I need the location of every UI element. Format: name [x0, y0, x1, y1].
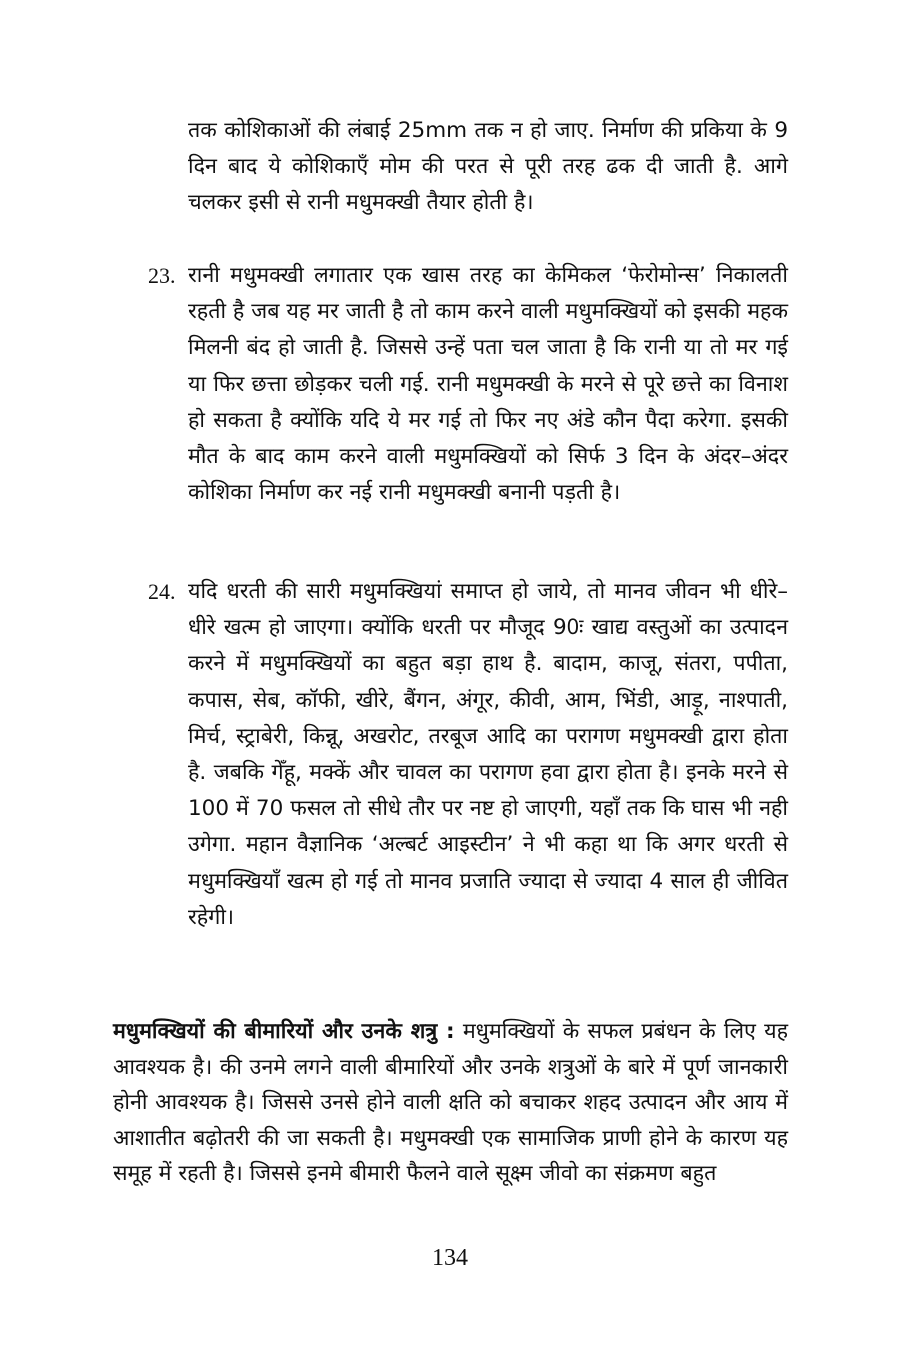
list-item-number: 23.: [148, 263, 176, 288]
list-item-text: रानी मधुमक्खी लगातार एक खास तरह का केमिकल ‘फेरोमोन्स’ निकालती रहती है जब यह मर जाती है तो काम करने वाली मधुमक्खियों को इसकी महक मिलनी बंद हो जाती है. जिससे उन्हें पता चल जाता है कि रानी या तो मर गई या फिर छत्ता छोड़कर चली गई. रानी मधुमक्खी के मरने से पूरे छत्ते का विनाश हो सकता है क्योंकि यदि ये मर गई तो फिर नए अंडे कौन पैदा करेगा. इसकी मौत के बाद काम करने वाली मधुमक्खियों को सिर्फ 3 दिन के अंदर–अंदर कोशिका निर्माण कर नई रानी मधुमक्खी बनानी पड़ती है।: [188, 263, 788, 506]
list-item-23: [148, 258, 788, 511]
section-body: मधुमक्खियों के सफल प्रबंधन के लिए यह आवश्यक है। की उनमे लगने वाली बीमारियों और उनके शत्रुओं के बारे में पूर्ण जानकारी होनी आवश्यक है। जिससे उनसे होने वाली क्षति को बचाकर शहद उत्पादन और आय में आशातीत बढ़ोतरी की जा सकती है। मधुमक्खी एक सामाजिक प्राणी होने के कारण यह समूह में रहती है। जिससे इनमे बीमारी फैलने वाले सूक्ष्म जीवो का संक्रमण बहुत: [113, 1019, 788, 1187]
section-paragraph: [113, 1014, 788, 1192]
continuation-paragraph: तक कोशिकाओं की लंबाई 25mm तक न हो जाए. निर्माण की प्रकिया के 9 दिन बाद ये कोशिकाएँ मोम की परत से पूरी तरह ढक दी जाती है. आगे चलकर इसी से रानी मधुमक्खी तैयार होती है।: [188, 118, 788, 216]
page-number: 134: [432, 1245, 468, 1271]
section-heading: मधुमक्खियों की बीमारियों और उनके शत्रु :: [113, 1019, 455, 1044]
list-item-number: 24.: [148, 579, 176, 604]
list-item-text: यदि धरती की सारी मधुमक्खियां समाप्त हो जाये, तो मानव जीवन भी धीरे–धीरे खत्म हो जाएगा। क्योंकि धरती पर मौजूद 90ः खाद्य वस्तुओं का उत्पादन करने में मधुमक्खियों का बहुत बड़ा हाथ है. बादाम, काजू, संतरा, पपीता, कपास, सेब, कॉफी, खीरे, बैंगन, अंगूर, कीवी, आम, भिंडी, आड़ू, नाश्पाती, मिर्च, स्ट्राबेरी, किन्नू, अखरोट, तरबूज आदि का परागण मधुमक्खी द्वारा होता है. जबकि गेँहू, मक्कें और चावल का परागण हवा द्वारा होता है। इनके मरने से 100 में 70 फसल तो सीधे तौर पर नष्ट हो जाएगी, यहाँ तक कि घास भी नही उगेगा. महान वैज्ञानिक ‘अल्बर्ट आइस्टीन’ ने भी कहा था कि अगर धरती से मधुमक्खियाँ खत्म हो गई तो मानव प्रजाति ज्यादा से ज्यादा 4 साल ही जीवित रहेगी।: [188, 579, 788, 930]
list-item-24: [148, 574, 788, 936]
